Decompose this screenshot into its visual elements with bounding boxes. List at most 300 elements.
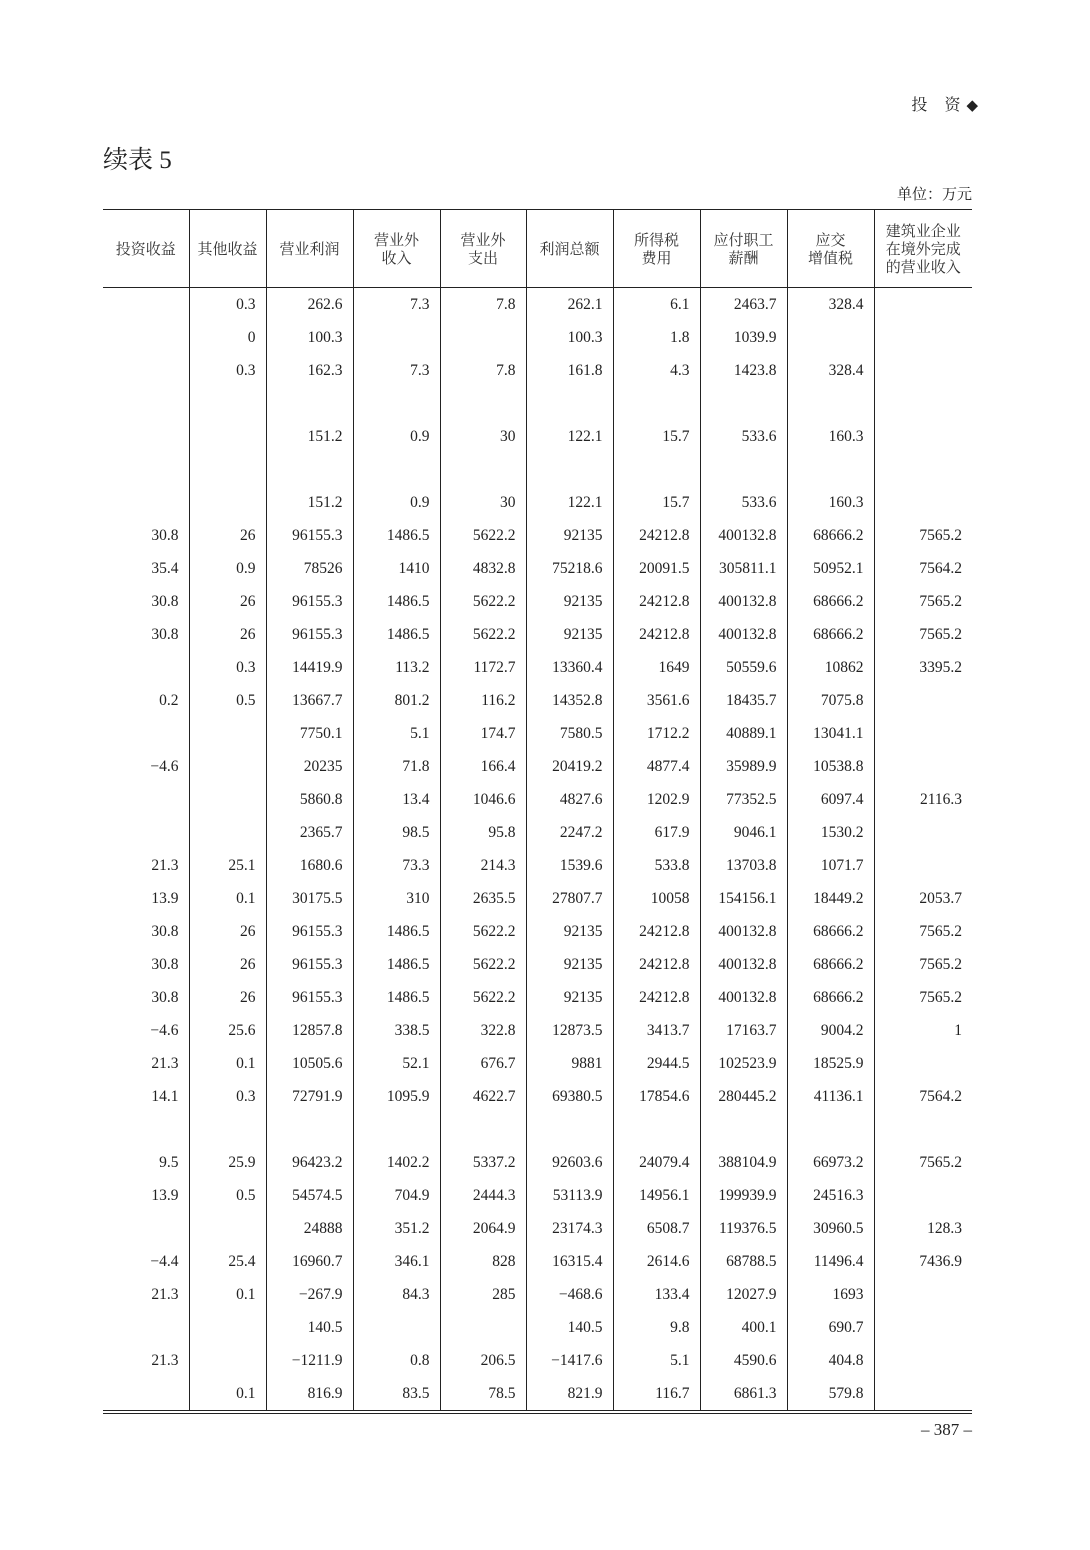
table-cell: 24212.8 <box>613 618 700 651</box>
table-cell: 5622.2 <box>440 618 526 651</box>
table-row <box>103 1014 972 1047</box>
table-cell: 25.9 <box>189 1146 266 1179</box>
table-cell: 9046.1 <box>700 816 787 849</box>
table-cell <box>103 651 189 684</box>
table-cell: 160.3 <box>787 486 874 519</box>
table-cell: 113.2 <box>353 651 440 684</box>
table-cell: 30960.5 <box>787 1212 874 1245</box>
table-cell: 30 <box>440 420 526 453</box>
table-cell: 0.1 <box>189 882 266 915</box>
table-cell: 53113.9 <box>526 1179 613 1212</box>
table-cell: 1712.2 <box>613 717 700 750</box>
table-cell: 98.5 <box>353 816 440 849</box>
table-cell: 20091.5 <box>613 552 700 585</box>
table-cell: 30.8 <box>151 526 179 544</box>
table-cell <box>103 420 189 453</box>
table-cell: 9881 <box>526 1047 613 1080</box>
table-cell: 7.3 <box>353 354 440 387</box>
table-cell: 0.3 <box>189 354 266 387</box>
table-cell: 160.3 <box>787 420 874 453</box>
table-cell: 18449.2 <box>787 882 874 915</box>
table-cell <box>874 420 972 453</box>
table-cell: 100.3 <box>526 321 613 354</box>
page-number: – 387 – <box>921 1420 972 1439</box>
table-row <box>103 1047 972 1080</box>
table-cell <box>526 1113 613 1146</box>
table-cell: 68666.2 <box>787 948 874 981</box>
table-cell: 24212.8 <box>613 519 700 552</box>
table-cell: 704.9 <box>353 1179 440 1212</box>
table-cell: 12873.5 <box>526 1014 613 1047</box>
table-cell: 7436.9 <box>874 1245 972 1278</box>
table-cell: −1417.6 <box>526 1344 613 1377</box>
table-cell: 16315.4 <box>526 1245 613 1278</box>
table-cell: 0.1 <box>189 1047 266 1080</box>
column-header: 建筑业企业 在境外完成 的营业收入 <box>874 210 972 288</box>
table-cell <box>874 750 972 783</box>
table-cell: 68666.2 <box>787 915 874 948</box>
table-title: 续表 5 <box>103 147 172 174</box>
table-cell: 7075.8 <box>787 684 874 717</box>
table-cell: 6861.3 <box>700 1377 787 1412</box>
table-cell: 25.4 <box>189 1245 266 1278</box>
table-cell <box>613 387 700 420</box>
table-cell: 30 <box>440 486 526 519</box>
table-cell: 7.8 <box>440 288 526 322</box>
table-cell: 92135 <box>526 519 613 552</box>
table-cell: 166.4 <box>440 750 526 783</box>
table-cell <box>874 354 972 387</box>
table-cell: 13703.8 <box>700 849 787 882</box>
table-row <box>103 354 972 387</box>
table-cell: 23174.3 <box>526 1212 613 1245</box>
table-cell: 816.9 <box>266 1377 353 1412</box>
table-cell <box>787 453 874 486</box>
table-cell: 7.3 <box>353 288 440 322</box>
table-cell: 14.1 <box>151 1087 179 1105</box>
table-cell <box>874 684 972 717</box>
table-cell: 400132.8 <box>700 519 787 552</box>
table-cell: 50952.1 <box>787 552 874 585</box>
table-cell: 14352.8 <box>526 684 613 717</box>
column-header: 投资收益 <box>115 239 176 258</box>
table-row <box>103 618 972 651</box>
table-row <box>103 1344 972 1377</box>
table-cell <box>189 783 266 816</box>
table-cell: 73.3 <box>353 849 440 882</box>
table-cell: 13041.1 <box>787 717 874 750</box>
table-cell <box>189 486 266 519</box>
table-cell: 20235 <box>266 750 353 783</box>
table-cell: 1402.2 <box>353 1146 440 1179</box>
table-cell: 0.9 <box>353 420 440 453</box>
table-cell: 1486.5 <box>353 585 440 618</box>
table-cell: 20419.2 <box>526 750 613 783</box>
table-cell: −1211.9 <box>266 1344 353 1377</box>
table-cell: 92135 <box>526 585 613 618</box>
table-cell: 133.4 <box>613 1278 700 1311</box>
table-cell: 13.4 <box>353 783 440 816</box>
table-cell: 72791.9 <box>266 1080 353 1113</box>
table-cell: 7565.2 <box>874 585 972 618</box>
table-cell <box>874 1047 972 1080</box>
table-cell: 92135 <box>526 915 613 948</box>
table-cell: 30.8 <box>151 955 179 973</box>
table-cell: 18435.7 <box>700 684 787 717</box>
table-cell: 66973.2 <box>787 1146 874 1179</box>
table-cell: 24212.8 <box>613 915 700 948</box>
table-cell: 6097.4 <box>787 783 874 816</box>
table-cell: 92135 <box>526 618 613 651</box>
table-cell: 5622.2 <box>440 981 526 1014</box>
table-cell: 84.3 <box>353 1278 440 1311</box>
table-cell <box>103 717 189 750</box>
table-cell: 13667.7 <box>266 684 353 717</box>
table-cell: 26 <box>189 948 266 981</box>
table-row <box>103 1080 972 1113</box>
table-cell: 388104.9 <box>700 1146 787 1179</box>
table-cell: 140.5 <box>526 1311 613 1344</box>
table-cell: 400132.8 <box>700 948 787 981</box>
table-cell: 24888 <box>266 1212 353 1245</box>
table-cell: 1 <box>874 1014 972 1047</box>
column-header: 应付职工 薪酬 <box>700 210 787 288</box>
table-cell: 174.7 <box>440 717 526 750</box>
table-cell: 96155.3 <box>266 585 353 618</box>
table-cell: 400132.8 <box>700 585 787 618</box>
table-cell: 16960.7 <box>266 1245 353 1278</box>
table-cell <box>874 486 972 519</box>
table-cell: 328.4 <box>787 354 874 387</box>
table-cell: 14419.9 <box>266 651 353 684</box>
table-cell: 92135 <box>526 948 613 981</box>
table-row <box>103 453 972 486</box>
table-cell: 52.1 <box>353 1047 440 1080</box>
table-cell: 2614.6 <box>613 1245 700 1278</box>
table-cell: 214.3 <box>440 849 526 882</box>
table-cell: 83.5 <box>353 1377 440 1412</box>
table-cell: 15.7 <box>613 486 700 519</box>
table-cell <box>874 1113 972 1146</box>
table-cell: −4.6 <box>150 757 179 775</box>
table-cell: 1423.8 <box>700 354 787 387</box>
table-cell: 11496.4 <box>787 1245 874 1278</box>
table-cell: 96155.3 <box>266 981 353 1014</box>
table-cell: 3413.7 <box>613 1014 700 1047</box>
table-cell <box>440 321 526 354</box>
table-cell: 262.1 <box>526 288 613 322</box>
table-cell <box>103 1212 189 1245</box>
table-cell: 6.1 <box>613 288 700 322</box>
table-cell: 50559.6 <box>700 651 787 684</box>
table-cell: −4.4 <box>150 1252 179 1270</box>
diamond-icon: ◆ <box>966 96 978 114</box>
table-cell: 140.5 <box>266 1311 353 1344</box>
table-cell: 7565.2 <box>874 618 972 651</box>
table-cell: 1486.5 <box>353 618 440 651</box>
table-cell: 30175.5 <box>266 882 353 915</box>
table-cell <box>526 387 613 420</box>
table-cell: 0.3 <box>189 1080 266 1113</box>
table-cell: 162.3 <box>266 354 353 387</box>
table-cell: 100.3 <box>266 321 353 354</box>
table-cell <box>787 1113 874 1146</box>
table-cell: 285 <box>440 1278 526 1311</box>
table-cell: 24212.8 <box>613 981 700 1014</box>
table-cell <box>103 783 189 816</box>
table-cell: 10058 <box>613 882 700 915</box>
table-cell: 1486.5 <box>353 519 440 552</box>
table-cell: 0.5 <box>189 684 266 717</box>
table-cell: 5860.8 <box>266 783 353 816</box>
table-cell: 1530.2 <box>787 816 874 849</box>
table-row <box>103 717 972 750</box>
table-cell <box>874 816 972 849</box>
table-cell <box>266 453 353 486</box>
column-header: 应交 增值税 <box>787 210 874 288</box>
table-cell: 4827.6 <box>526 783 613 816</box>
table-row <box>103 288 972 322</box>
table-cell: 102523.9 <box>700 1047 787 1080</box>
table-cell: 96155.3 <box>266 948 353 981</box>
table-cell: 9.8 <box>613 1311 700 1344</box>
table-cell: 96155.3 <box>266 618 353 651</box>
table-cell: 400132.8 <box>700 981 787 1014</box>
column-header: 营业外 支出 <box>440 210 526 288</box>
table-cell: 0.8 <box>353 1344 440 1377</box>
table-row <box>103 1311 972 1344</box>
table-cell: 3561.6 <box>613 684 700 717</box>
table-cell: 0.3 <box>189 651 266 684</box>
table-cell: 400.1 <box>700 1311 787 1344</box>
running-head <box>911 92 978 115</box>
table-cell <box>266 387 353 420</box>
table-cell: 30.8 <box>151 988 179 1006</box>
table-cell: 30.8 <box>151 625 179 643</box>
table-cell: 68666.2 <box>787 585 874 618</box>
table-cell <box>787 387 874 420</box>
table-row <box>103 816 972 849</box>
table-cell <box>440 453 526 486</box>
table-cell: 1486.5 <box>353 981 440 1014</box>
table-row <box>103 981 972 1014</box>
table-cell: 35989.9 <box>700 750 787 783</box>
column-header: 营业利润 <box>266 210 353 288</box>
table-cell: 1410 <box>353 552 440 585</box>
table-row <box>103 1179 972 1212</box>
table-row <box>103 651 972 684</box>
table-cell: 41136.1 <box>787 1080 874 1113</box>
table-cell: 579.8 <box>787 1377 874 1412</box>
table-cell: 351.2 <box>353 1212 440 1245</box>
table-cell: 24212.8 <box>613 948 700 981</box>
table-cell: 0.1 <box>189 1278 266 1311</box>
table-cell: 9.5 <box>159 1153 179 1171</box>
table-cell: 26 <box>189 585 266 618</box>
table-cell: 26 <box>189 618 266 651</box>
table-cell: 533.6 <box>700 486 787 519</box>
table-cell: 1539.6 <box>526 849 613 882</box>
table-cell <box>874 321 972 354</box>
table-cell: 1071.7 <box>787 849 874 882</box>
table-cell <box>874 288 972 322</box>
table-cell: 1172.7 <box>440 651 526 684</box>
table-cell: 9004.2 <box>787 1014 874 1047</box>
table-cell: 21.3 <box>151 856 179 874</box>
table-cell: 40889.1 <box>700 717 787 750</box>
table-row <box>103 1212 972 1245</box>
table-cell: 4.3 <box>613 354 700 387</box>
table-cell: 5622.2 <box>440 915 526 948</box>
column-header: 其他收益 <box>189 210 266 288</box>
table-cell <box>189 1212 266 1245</box>
table-row <box>103 783 972 816</box>
table-row <box>103 1377 972 1412</box>
table-cell: 71.8 <box>353 750 440 783</box>
table-cell: −267.9 <box>266 1278 353 1311</box>
table-cell: 151.2 <box>266 420 353 453</box>
data-table <box>103 209 972 1414</box>
table-cell: 0.9 <box>189 552 266 585</box>
table-cell: 68666.2 <box>787 618 874 651</box>
column-header: 利润总额 <box>526 210 613 288</box>
table-cell: 6508.7 <box>613 1212 700 1245</box>
table-cell: 26 <box>189 915 266 948</box>
table-cell: 2944.5 <box>613 1047 700 1080</box>
table-cell: 821.9 <box>526 1377 613 1412</box>
table-cell: 828 <box>440 1245 526 1278</box>
table-cell: 128.3 <box>874 1212 972 1245</box>
table-cell: −4.6 <box>150 1021 179 1039</box>
table-row <box>103 552 972 585</box>
table-cell: 0.9 <box>353 486 440 519</box>
table-cell: 0.5 <box>189 1179 266 1212</box>
table-cell: 262.6 <box>266 288 353 322</box>
table-cell: 12027.9 <box>700 1278 787 1311</box>
table-cell <box>189 387 266 420</box>
table-cell <box>874 387 972 420</box>
table-cell: 92603.6 <box>526 1146 613 1179</box>
table-cell <box>874 1278 972 1311</box>
table-cell <box>353 453 440 486</box>
table-cell: 5337.2 <box>440 1146 526 1179</box>
table-cell <box>103 354 189 387</box>
table-row <box>103 1146 972 1179</box>
table-cell: 2444.3 <box>440 1179 526 1212</box>
table-cell: 151.2 <box>266 486 353 519</box>
table-cell: 2463.7 <box>700 288 787 322</box>
table-cell: 338.5 <box>353 1014 440 1047</box>
column-header: 所得税 费用 <box>613 210 700 288</box>
table-cell: 18525.9 <box>787 1047 874 1080</box>
table-cell: 24212.8 <box>613 585 700 618</box>
table-cell: 322.8 <box>440 1014 526 1047</box>
table-cell: 54574.5 <box>266 1179 353 1212</box>
table-cell: 206.5 <box>440 1344 526 1377</box>
table-cell: 4622.7 <box>440 1080 526 1113</box>
table-cell: 15.7 <box>613 420 700 453</box>
table-cell: 4877.4 <box>613 750 700 783</box>
table-cell <box>189 420 266 453</box>
table-cell: 400132.8 <box>700 618 787 651</box>
table-cell: 2635.5 <box>440 882 526 915</box>
table-cell <box>189 750 266 783</box>
table-cell: 95.8 <box>440 816 526 849</box>
table-cell: 26 <box>189 981 266 1014</box>
table-cell: 404.8 <box>787 1344 874 1377</box>
table-row <box>103 387 972 420</box>
unit-label: 单位：万元 <box>896 185 972 203</box>
table-row <box>103 849 972 882</box>
table-cell <box>874 717 972 750</box>
table-cell: 1046.6 <box>440 783 526 816</box>
table-cell: 2053.7 <box>874 882 972 915</box>
table-body <box>103 288 972 1413</box>
table-cell: 69380.5 <box>526 1080 613 1113</box>
table-cell <box>103 486 189 519</box>
table-cell: 17163.7 <box>700 1014 787 1047</box>
table-cell <box>189 1311 266 1344</box>
table-cell: 280445.2 <box>700 1080 787 1113</box>
table-cell: 21.3 <box>151 1285 179 1303</box>
table-cell: 305811.1 <box>700 552 787 585</box>
table-cell: 68666.2 <box>787 519 874 552</box>
table-row <box>103 915 972 948</box>
table-row <box>103 420 972 453</box>
table-cell: 310 <box>353 882 440 915</box>
table-row <box>103 1278 972 1311</box>
table-cell: 10538.8 <box>787 750 874 783</box>
table-cell: 7564.2 <box>874 1080 972 1113</box>
table-cell <box>353 387 440 420</box>
table-row <box>103 486 972 519</box>
table-cell: 400132.8 <box>700 915 787 948</box>
table-cell: 68666.2 <box>787 981 874 1014</box>
table-cell <box>874 1344 972 1377</box>
table-cell: 68788.5 <box>700 1245 787 1278</box>
table-cell: 78526 <box>266 552 353 585</box>
table-cell: 21.3 <box>151 1054 179 1072</box>
table-row <box>103 321 972 354</box>
table-cell: 10505.6 <box>266 1047 353 1080</box>
table-cell: 92135 <box>526 981 613 1014</box>
table-cell: 2365.7 <box>266 816 353 849</box>
table-cell: 13.9 <box>151 1186 179 1204</box>
table-cell: 1095.9 <box>353 1080 440 1113</box>
table-cell <box>189 717 266 750</box>
table-cell: 1486.5 <box>353 948 440 981</box>
table-cell: 17854.6 <box>613 1080 700 1113</box>
table-cell: 78.5 <box>440 1377 526 1412</box>
table-cell <box>874 1179 972 1212</box>
header-row <box>103 210 972 288</box>
table-cell: 617.9 <box>613 816 700 849</box>
table-cell <box>700 1113 787 1146</box>
table-cell: 27807.7 <box>526 882 613 915</box>
table-cell: 13.9 <box>151 889 179 907</box>
table-cell: 26 <box>189 519 266 552</box>
table-cell: 346.1 <box>353 1245 440 1278</box>
table-cell <box>103 387 189 420</box>
table-cell <box>103 816 189 849</box>
table-cell: 7565.2 <box>874 915 972 948</box>
table-cell: 96155.3 <box>266 915 353 948</box>
table-cell: 3395.2 <box>874 651 972 684</box>
table-cell <box>440 1113 526 1146</box>
table-cell <box>874 849 972 882</box>
table-cell: 24079.4 <box>613 1146 700 1179</box>
table-cell: 533.8 <box>613 849 700 882</box>
